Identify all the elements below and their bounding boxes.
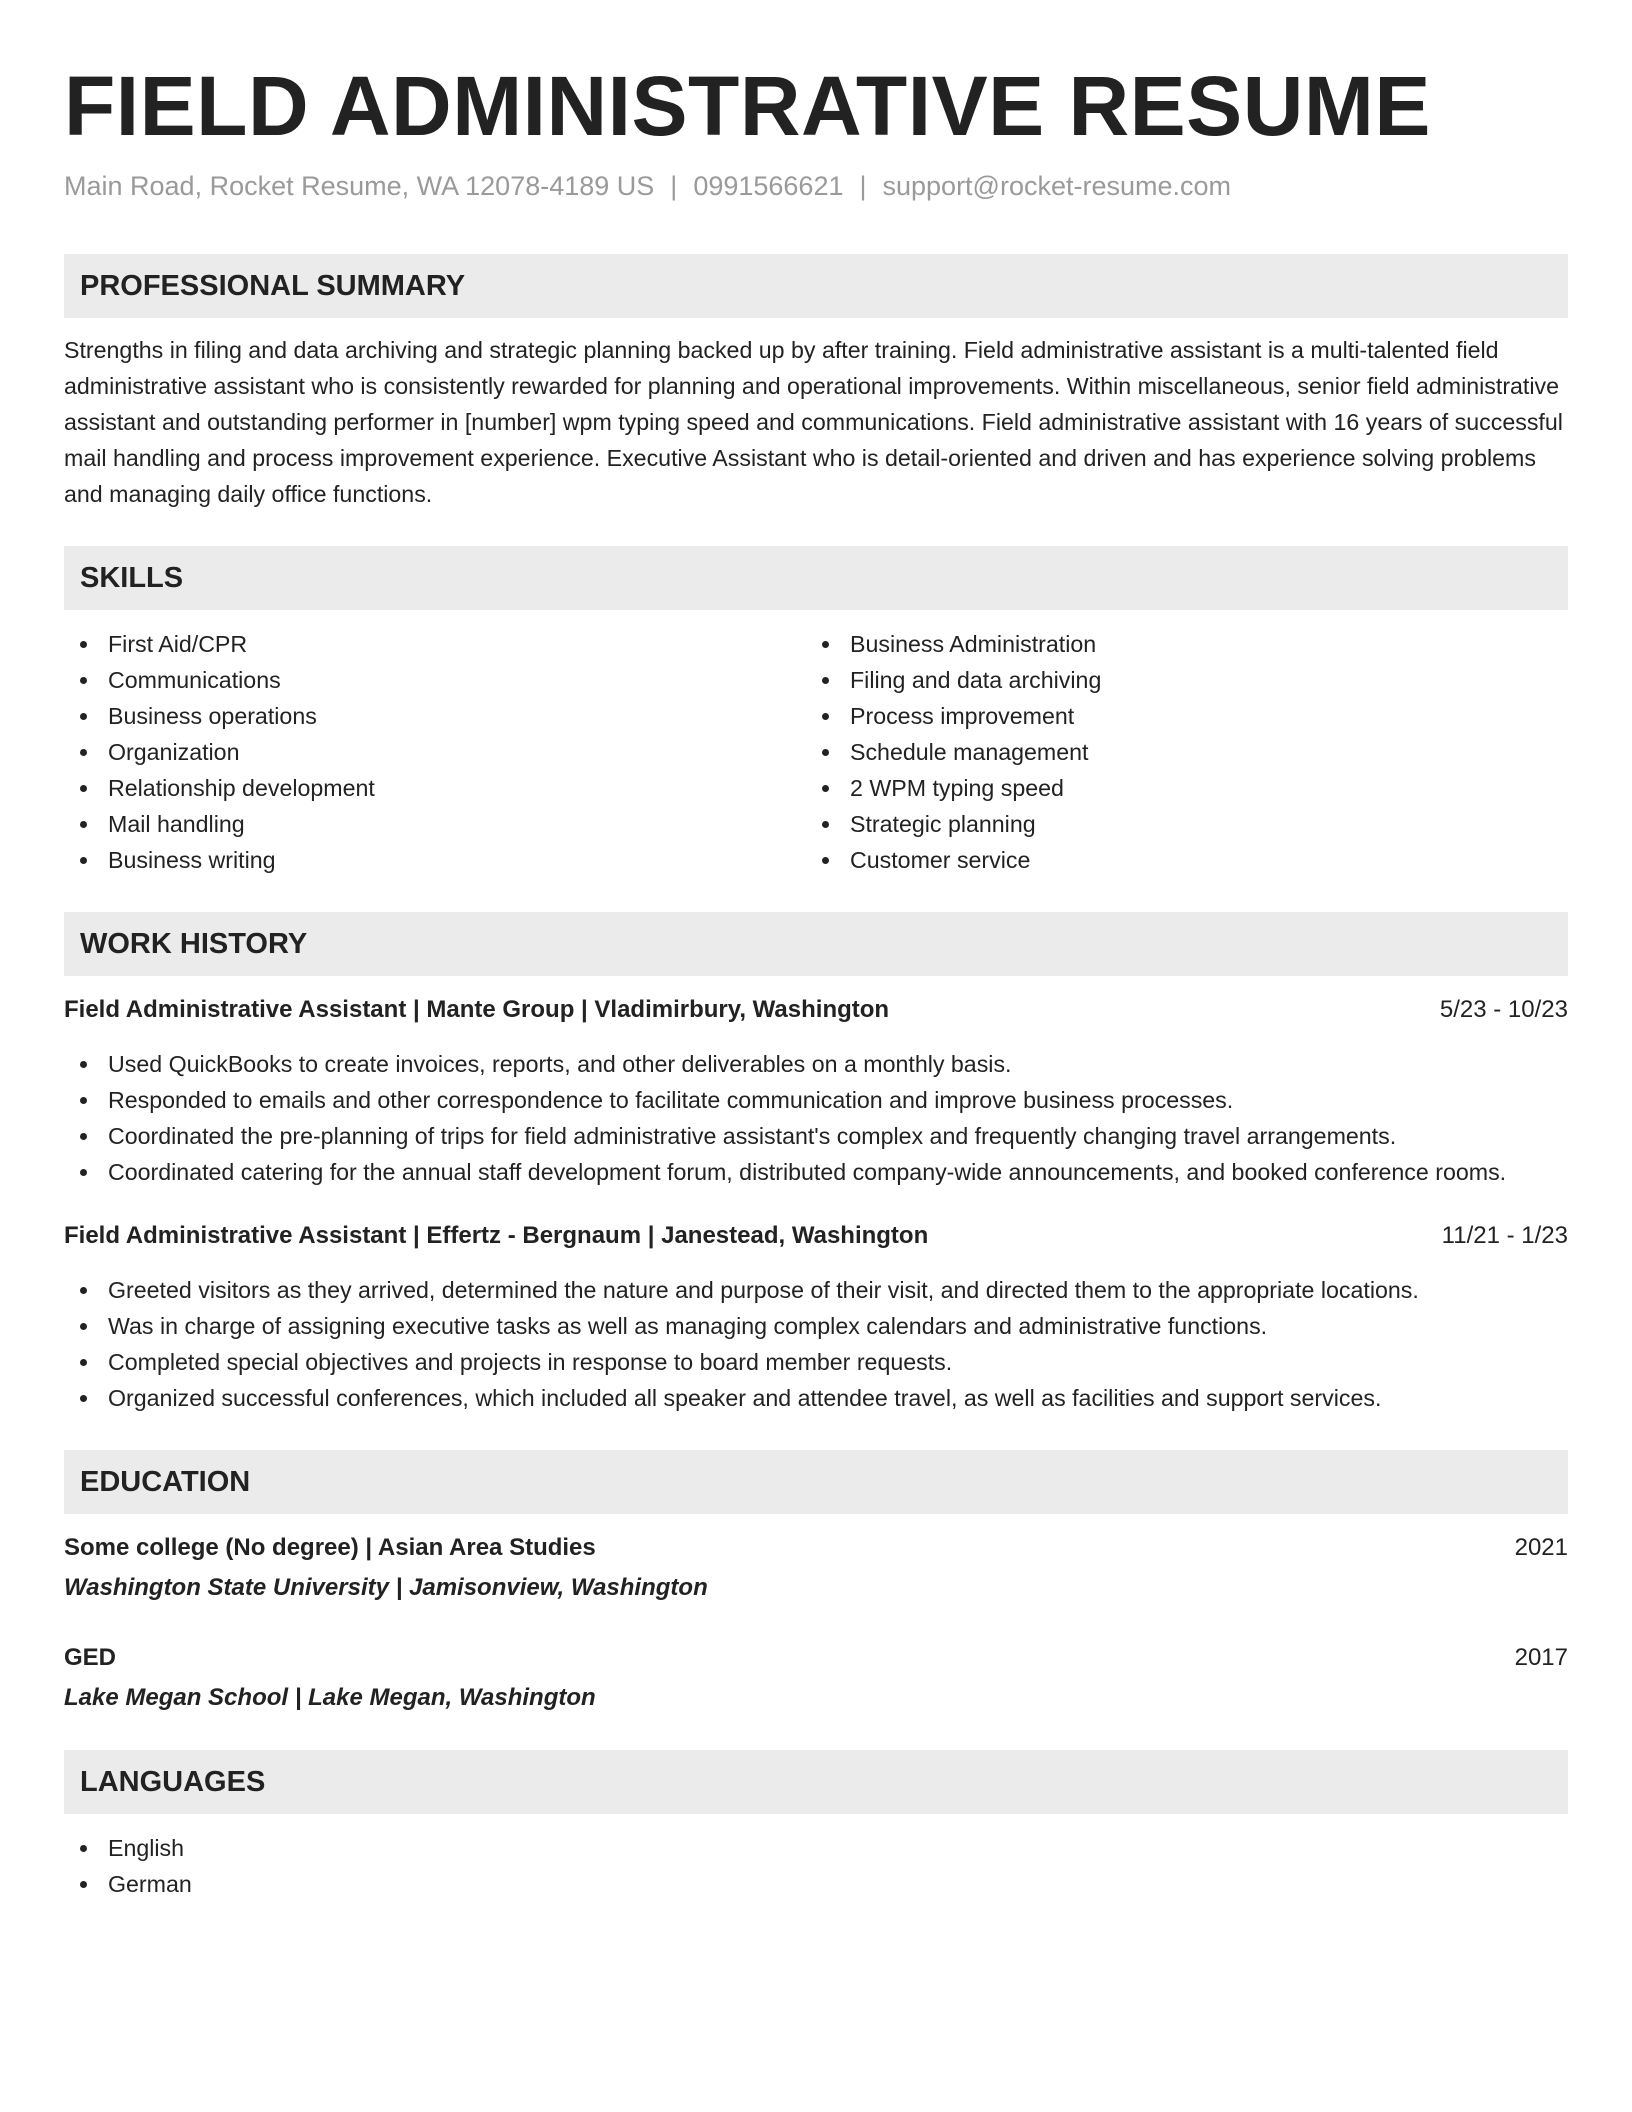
contact-phone: 0991566621 — [693, 171, 844, 201]
language-item: English — [64, 1830, 1568, 1866]
skill-item: Organization — [64, 734, 806, 770]
education-school: Lake Megan School | Lake Megan, Washington — [64, 1684, 596, 1711]
education-school: Washington State University | Jamisonview, Washington — [64, 1574, 708, 1601]
contact-separator: | — [859, 171, 867, 201]
job-duty: Coordinated the pre-planning of trips for field administrative assistant's complex and frequently changing travel arrangements. — [64, 1118, 1568, 1154]
skills-section — [64, 546, 1568, 878]
resume-title: FIELD ADMINISTRATIVE RESUME — [64, 59, 1431, 153]
job-title: Field Administrative Assistant | Effertz - Bergnaum | Janestead, Washington — [64, 1222, 929, 1249]
languages-section — [64, 1750, 1568, 1902]
education-section — [64, 1450, 1568, 1716]
skill-item: Mail handling — [64, 806, 806, 842]
skill-item: Relationship development — [64, 770, 806, 806]
languages-heading: LANGUAGES — [64, 1750, 1568, 1814]
job-dates: 11/21 - 1/23 — [1441, 1222, 1568, 1249]
contact-email: support@rocket-resume.com — [882, 171, 1232, 201]
skill-item: Customer service — [806, 842, 1548, 878]
job-duty: Responded to emails and other correspondence to facilitate communication and improve business processes. — [64, 1082, 1568, 1118]
job-duty: Organized successful conferences, which included all speaker and attendee travel, as well as facilities and support services. — [64, 1380, 1568, 1416]
education-heading: EDUCATION — [64, 1450, 1568, 1514]
job-duty: Was in charge of assigning executive tasks as well as managing complex calendars and administrative functions. — [64, 1308, 1568, 1344]
summary-heading: PROFESSIONAL SUMMARY — [64, 254, 1568, 318]
skill-item: Communications — [64, 662, 806, 698]
skill-item: 2 WPM typing speed — [806, 770, 1548, 806]
languages-list — [64, 1830, 1568, 1902]
education-degree: Some college (No degree) | Asian Area Studies — [64, 1534, 596, 1561]
education-year: 2017 — [1514, 1644, 1568, 1671]
job-title: Field Administrative Assistant | Mante Group | Vladimirbury, Washington — [64, 996, 890, 1023]
skills-heading: SKILLS — [64, 546, 1568, 610]
job-dates: 5/23 - 10/23 — [1439, 996, 1568, 1023]
skill-item: Business writing — [64, 842, 806, 878]
contact-separator: | — [670, 171, 678, 201]
job-duties — [64, 1272, 1568, 1416]
job-entry — [64, 1218, 1568, 1416]
job-header — [64, 992, 1568, 1028]
skill-item: Strategic planning — [806, 806, 1548, 842]
work-history-section — [64, 912, 1568, 1416]
skill-item: Business operations — [64, 698, 806, 734]
skills-grid — [64, 626, 1568, 878]
skill-item: Business Administration — [806, 626, 1548, 662]
summary-text: Strengths in filing and data archiving and strategic planning backed up by after training. Field administrative assistant is a multi-talented field administrative assistant who is consistently rewarded for planning and operational improvements. Within miscellaneous, senior field administrative assistant and outstanding performer in [number] wpm typing speed and communications. Field administrative assistant with 16 years of successful mail handling and process improvement experience. Executive Assistant who is detail-oriented and driven and has experience solving problems and managing daily office functions. — [64, 337, 1563, 507]
contact-line — [64, 168, 1568, 204]
skills-column-left — [64, 626, 806, 878]
skill-item: Process improvement — [806, 698, 1548, 734]
resume-page — [64, 0, 1568, 1902]
language-item: German — [64, 1866, 1568, 1902]
job-header — [64, 1218, 1568, 1254]
education-header — [64, 1640, 1568, 1676]
education-entry — [64, 1640, 1568, 1716]
skill-item: Filing and data archiving — [806, 662, 1548, 698]
education-entry — [64, 1530, 1568, 1606]
work-history-heading: WORK HISTORY — [64, 912, 1568, 976]
job-entry — [64, 992, 1568, 1190]
education-header — [64, 1530, 1568, 1566]
summary-section — [64, 254, 1568, 512]
skills-column-right — [806, 626, 1548, 878]
job-duties — [64, 1046, 1568, 1190]
skill-item: Schedule management — [806, 734, 1548, 770]
job-duty: Greeted visitors as they arrived, determined the nature and purpose of their visit, and directed them to the appropriate locations. — [64, 1272, 1568, 1308]
skill-item: First Aid/CPR — [64, 626, 806, 662]
job-duty: Completed special objectives and projects in response to board member requests. — [64, 1344, 1568, 1380]
education-year: 2021 — [1514, 1534, 1568, 1561]
job-duty: Used QuickBooks to create invoices, reports, and other deliverables on a monthly basis. — [64, 1046, 1568, 1082]
contact-address: Main Road, Rocket Resume, WA 12078-4189 US — [64, 171, 655, 201]
education-degree: GED — [64, 1644, 117, 1671]
job-duty: Coordinated catering for the annual staff development forum, distributed company-wide announcements, and booked conference rooms. — [64, 1154, 1568, 1190]
